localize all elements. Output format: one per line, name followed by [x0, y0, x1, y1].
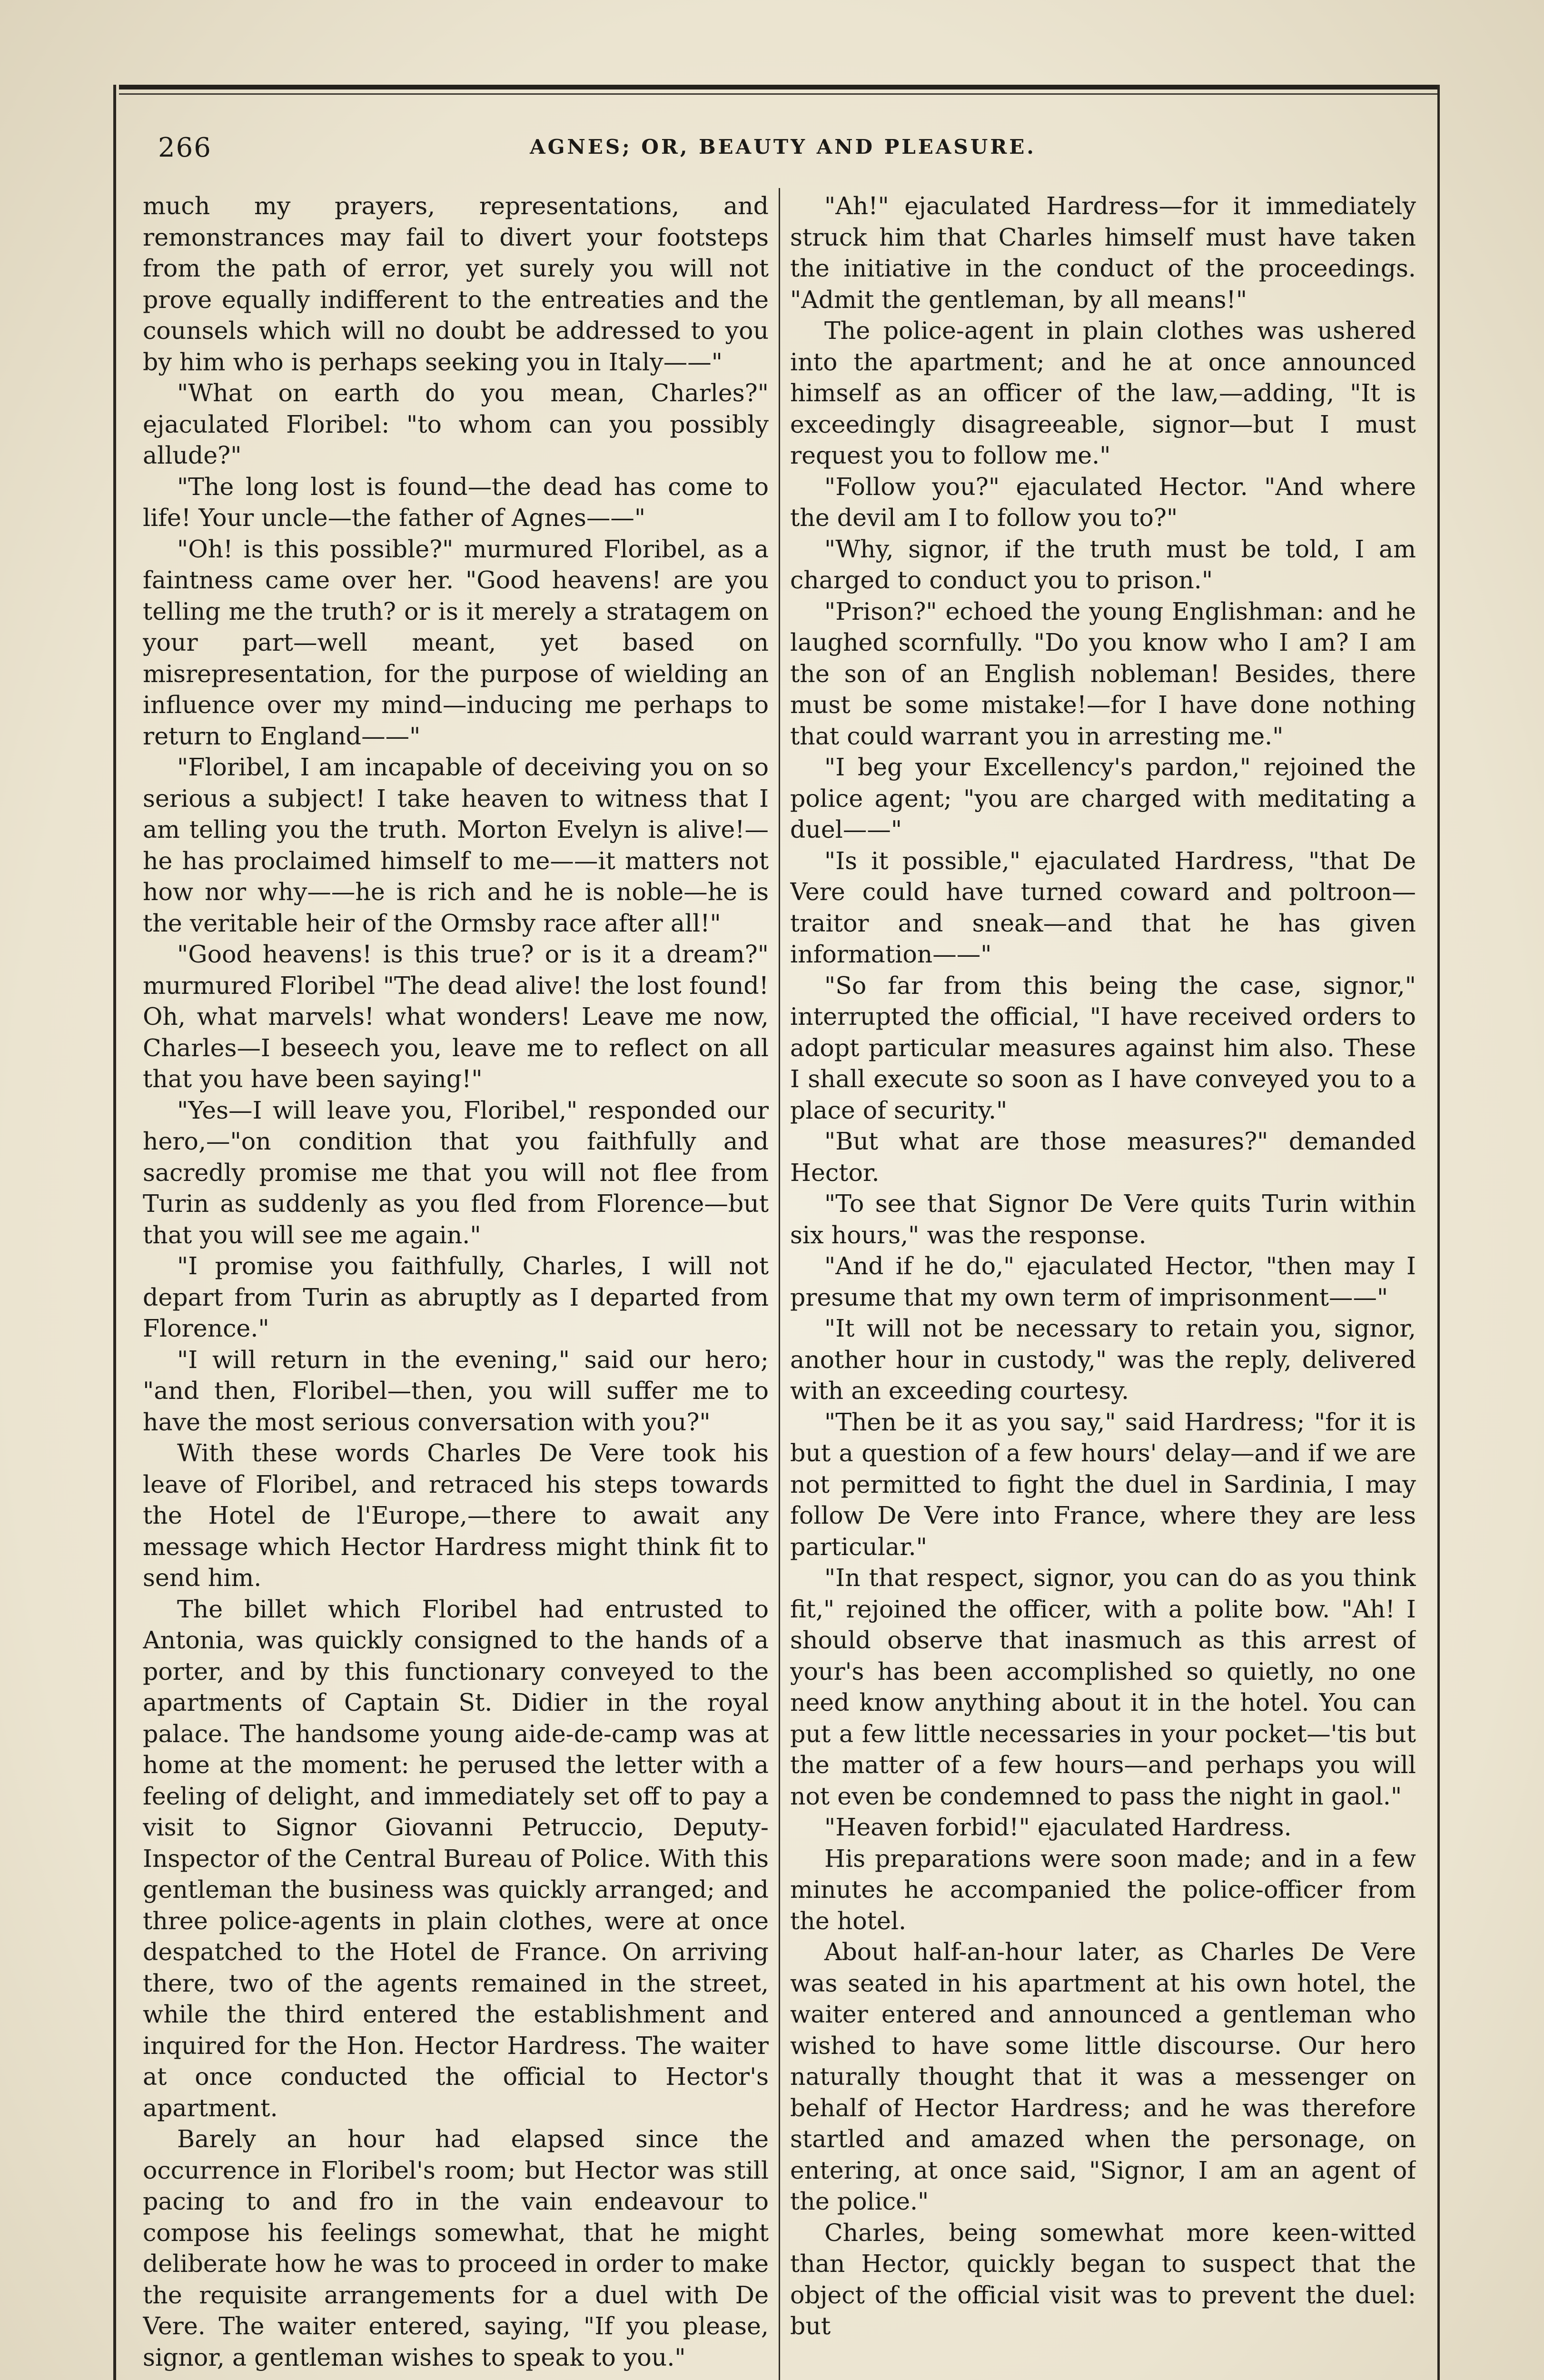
paragraph: "Ah!" ejaculated Hardress—for it immediately struck him that Charles himself must have taken the initiative in the conduct of the proceedings. "Admit the gentleman, by all means!" — [790, 192, 1416, 314]
paragraph: The police-agent in plain clothes was ushered into the apartment; and he at once announced himself as an officer of the law,—adding, "It is exceedingly disagreeable, signor—but I must request you to follow me." — [790, 317, 1416, 469]
paragraph: "Is it possible," ejaculated Hardress, "that De Vere could have turned coward and poltroon—traitor and sneak—and that he has given information——" — [790, 846, 1416, 968]
paragraph: Charles, being somewhat more keen-witted than Hector, quickly began to suspect that the object of the official visit was to prevent the duel: but — [790, 2218, 1416, 2340]
paragraph: "I beg your Excellency's pardon," rejoined the police agent; "you are charged with meditating a duel——" — [790, 753, 1416, 843]
paragraph: "Why, signor, if the truth must be told, I am charged to conduct you to prison." — [790, 535, 1416, 594]
paragraph: Barely an hour had elapsed since the occurrence in Floribel's room; but Hector was still pacing to and fro in the vain endeavour to compose his feelings somewhat, that he might deliberate how he was to proceed in order to make the requisite arrangements for a duel with De Vere. The waiter entered, saying, "If you please, signor, a gentleman wishes to speak to you." — [143, 2125, 769, 2371]
paragraph: "Prison?" echoed the young Englishman: and he laughed scornfully. "Do you know who I am? I am the son of an English nobleman! Besides, there must be some mistake!—for I have done nothing that could warrant you in arresting me." — [790, 597, 1416, 750]
paragraph: His preparations were soon made; and in a few minutes he accompanied the police-officer from the hotel. — [790, 1844, 1416, 1935]
paragraph: "Heaven forbid!" ejaculated Hardress. — [824, 1813, 1292, 1841]
paragraph: "Follow you?" ejaculated Hector. "And where the devil am I to follow you to?" — [790, 472, 1416, 532]
paragraph: "I will return in the evening," said our hero; "and then, Floribel—then, you will suffer me to have the most serious conversation with you?" — [143, 1345, 769, 1436]
paragraph: "The long lost is found—the dead has come to life! Your uncle—the father of Agnes——" — [143, 472, 769, 532]
paragraph: "What on earth do you mean, Charles?" ejaculated Floribel: "to whom can you possibly allude?" — [143, 379, 769, 469]
paragraph: "Floribel, I am incapable of deceiving you on so serious a subject! I take heaven to witness that I am telling you the truth. Morton Evelyn is alive!—he has proclaimed himself to me——it matters not how nor why——he is rich and he is noble—he is the veritable heir of the Ormsby race after all!" — [143, 753, 769, 937]
paragraph: "To see that Signor De Vere quits Turin within six hours," was the response. — [790, 1190, 1416, 1249]
paragraph: "And if he do," ejaculated Hector, "then may I presume that my own term of imprisonment——" — [790, 1252, 1416, 1311]
paragraph: much my prayers, representations, and remonstrances may fail to divert your footsteps from the path of error, yet surely you will not prove equally indifferent to the entreaties and the counsels which will no doubt be addressed to you by him who is perhaps seeking you in Italy——" — [143, 192, 769, 376]
paragraph: "But what are those measures?" demanded Hector. — [790, 1127, 1416, 1187]
top-rule-thin — [119, 93, 1437, 95]
paragraph: "It will not be necessary to retain you, signor, another hour in custody," was the reply, delivered with an exceeding courtesy. — [790, 1314, 1416, 1405]
running-title: AGNES; OR, BEAUTY AND PLEASURE. — [530, 135, 1036, 159]
paragraph: The billet which Floribel had entrusted to Antonia, was quickly consigned to the hands of a porter, and by this functionary conveyed to the apartments of Captain St. Didier in the royal palace. The handsome young aide-de-camp was at home at the moment: he perused the letter with a feeling of delight, and immediately set off to pay a visit to Signor Giovanni Petruccio, Deputy-Inspector of the Central Bureau of Police. With this gentleman the business was quickly arranged; and three police-agents in plain clothes, were at once despatched to the Hotel de France. On arriving there, two of the agents remained in the street, while the third entered the establishment and inquired for the Hon. Hector Hardress. The waiter at once conducted the official to Hector's apartment. — [143, 1595, 769, 2122]
paragraph: "Then be it as you say," said Hardress; "for it is but a question of a few hours' delay—and if we are not permitted to fight the duel in Sardinia, I may follow De Vere into France, where they are less particular." — [790, 1408, 1416, 1561]
left-text-column — [143, 190, 769, 2380]
page-border-right — [1437, 85, 1440, 2380]
paragraph: With these words Charles De Vere took his leave of Floribel, and retraced his steps towards the Hotel de l'Europe,—there to await any message which Hector Hardress might think fit to send him. — [143, 1439, 769, 1592]
running-header — [152, 129, 1414, 171]
paragraph: About half-an-hour later, as Charles De Vere was seated in his apartment at his own hotel, the waiter entered and announced a gentleman who wished to have some little discourse. Our hero naturally thought that it was a messenger on behalf of Hector Hardress; and he was therefore startled and amazed when the personage, on entering, at once said, "Signor, I am an agent of the police." — [790, 1938, 1416, 2215]
top-rule — [119, 85, 1437, 89]
right-text-column — [790, 190, 1416, 2380]
column-divider — [779, 188, 780, 2380]
paragraph: "I promise you faithfully, Charles, I will not depart from Turin as abruptly as I departed from Florence." — [143, 1252, 769, 1342]
paragraph: "Yes—I will leave you, Floribel," responded our hero,—"on condition that you faithfully and sacredly promise me that you will not flee from Turin as suddenly as you fled from Florence—but that you will see me again." — [143, 1096, 769, 1249]
paragraph: "Oh! is this possible?" murmured Floribel, as a faintness came over her. "Good heavens! are you telling me the truth? or is it merely a stratagem on your part—well meant, yet based on misrepresentation, for the purpose of wielding an influence over my mind—inducing me perhaps to return to England——" — [143, 535, 769, 750]
page-number: 266 — [158, 132, 212, 163]
page-border-left — [113, 85, 116, 2380]
paragraph: "In that respect, signor, you can do as you think fit," rejoined the officer, with a polite bow. "Ah! I should observe that inasmuch as this arrest of your's has been accomplished so quietly, no one need know anything about it in the hotel. You can put a few little necessaries in your pocket—'tis but the matter of a few hours—and perhaps you will not even be condemned to pass the night in gaol." — [790, 1564, 1416, 1810]
paragraph: "So far from this being the case, signor," interrupted the official, "I have received orders to adopt particular measures against him also. These I shall execute so soon as I have conveyed you to a place of security." — [790, 971, 1416, 1124]
paragraph: "Good heavens! is this true? or is it a dream?" murmured Floribel "The dead alive! the lost found! Oh, what marvels! what wonders! Leave me now, Charles—I beseech you, leave me to reflect on all that you have been saying!" — [143, 940, 769, 1093]
